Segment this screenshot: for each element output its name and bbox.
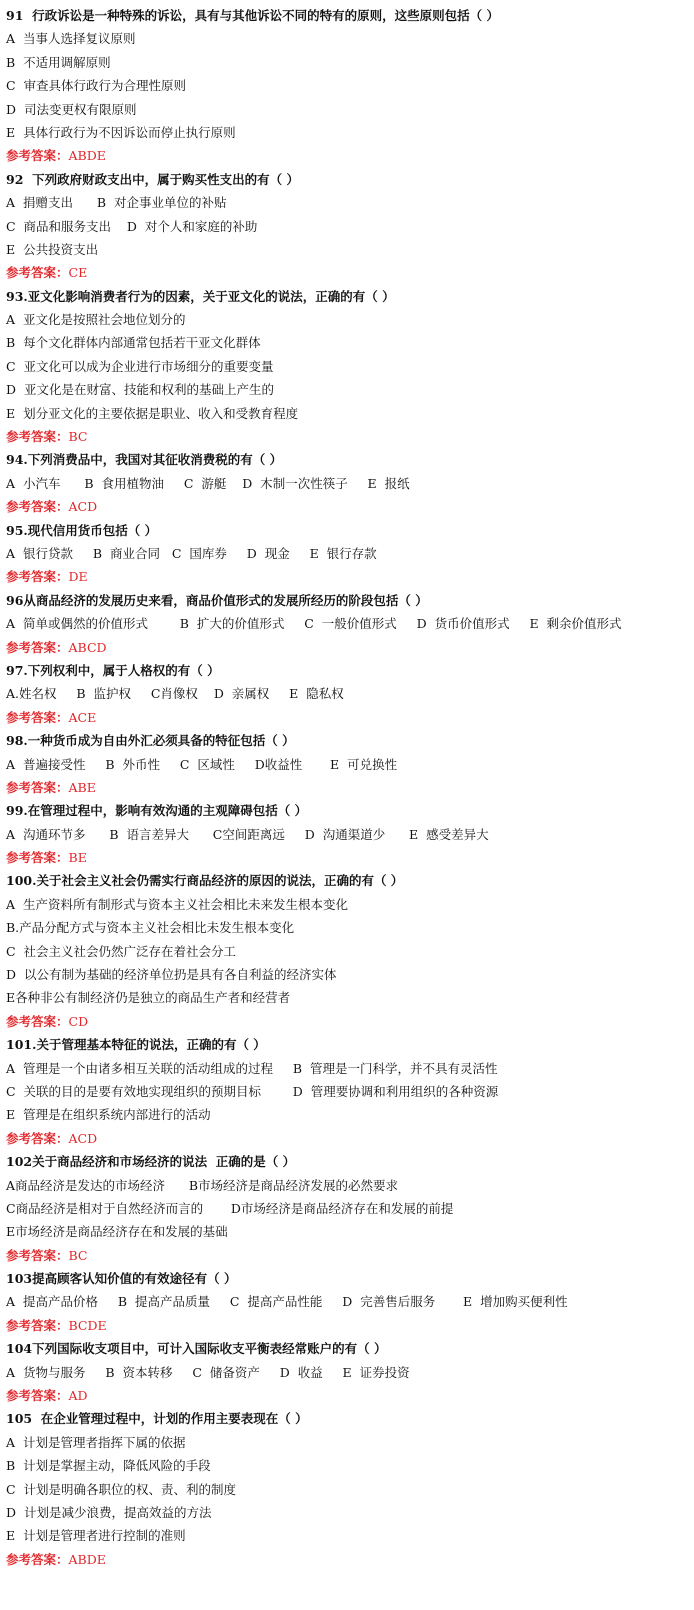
answer-label: 参考答案： bbox=[6, 709, 69, 725]
option-line: C 商品和服务支出 D 对个人和家庭的补助 bbox=[6, 218, 258, 234]
question-block bbox=[6, 869, 690, 1033]
answer-line bbox=[6, 425, 690, 448]
option-line: D 计划是减少浪费，提高效益的方法 bbox=[6, 1505, 212, 1520]
answer-value: CD bbox=[68, 1013, 89, 1029]
question-stem: 95.现代信用货币包括（ ） bbox=[6, 522, 158, 538]
answer-line bbox=[6, 1548, 690, 1571]
question-stem: 96从商品经济的发展历史来看，商品价值形式的发展所经历的阶段包括（ ） bbox=[6, 592, 428, 608]
option-line: A.姓名权 B 监护权 C肖像权 D 亲属权 E 隐私权 bbox=[6, 686, 344, 702]
answer-label: 参考答案： bbox=[6, 1317, 69, 1333]
question-stem: 99.在管理过程中，影响有效沟通的主观障碍包括（ ） bbox=[6, 803, 308, 819]
question-block bbox=[6, 729, 690, 799]
answer-value: ACD bbox=[68, 1130, 98, 1146]
answer-value: BC bbox=[68, 429, 88, 445]
answer-label: 参考答案： bbox=[6, 569, 69, 585]
option-line: E 公共投资支出 bbox=[6, 241, 99, 257]
option-line: E 管理是在组织系统内部进行的活动 bbox=[6, 1107, 211, 1123]
question-stem: 97.下列权利中，属于人格权的有（ ） bbox=[6, 662, 220, 678]
question-stem: 102关于商品经济和市场经济的说法 正确的是（ ） bbox=[6, 1154, 296, 1170]
option-line: A 普遍接受性 B 外币性 C 区域性 D收益性 E 可兑换性 bbox=[6, 756, 398, 772]
question-stem: 93.亚文化影响消费者行为的因素，关于亚文化的说法，正确的有（ ） bbox=[6, 288, 395, 304]
answer-value: ABDE bbox=[68, 1551, 106, 1567]
option-line: C 亚文化可以成为企业进行市场细分的重要变量 bbox=[6, 358, 274, 374]
question-stem: 92 下列政府财政支出中，属于购买性支出的有（ ） bbox=[6, 171, 299, 187]
option-line: A 简单或偶然的价值形式 B 扩大的价值形式 C 一般价值形式 D 货币价值形式 E 剩余价值形式 bbox=[6, 616, 622, 632]
answer-label: 参考答案： bbox=[6, 148, 69, 164]
answer-value: BE bbox=[68, 850, 87, 866]
answer-value: ACD bbox=[68, 499, 98, 515]
option-line: E 计划是管理者进行控制的准则 bbox=[6, 1528, 186, 1544]
question-stem: 104下列国际收支项目中，可计入国际收支平衡表经常账户的有（ ） bbox=[6, 1341, 387, 1357]
option-line: B.产品分配方式与资本主义社会相比未发生根本变化 bbox=[6, 920, 295, 936]
question-stem: 105 在企业管理过程中，计划的作用主要表现在（ ） bbox=[6, 1411, 308, 1427]
option-line: A 小汽车 B 食用植物油 C 游艇 D 木制一次性筷子 E 报纸 bbox=[6, 475, 410, 491]
answer-label: 参考答案： bbox=[6, 779, 69, 795]
question-block bbox=[6, 1033, 690, 1150]
question-block bbox=[6, 519, 690, 589]
option-line: B 每个文化群体内部通常包括若干亚文化群体 bbox=[6, 335, 261, 351]
answer-line bbox=[6, 144, 690, 167]
answer-label: 参考答案： bbox=[6, 1388, 69, 1404]
answer-line bbox=[6, 495, 690, 518]
answer-line bbox=[6, 1010, 690, 1033]
answer-label: 参考答案： bbox=[6, 265, 69, 281]
option-line: D 司法变更权有限原则 bbox=[6, 101, 137, 117]
option-line: A 管理是一个由诸多相互关联的活动组成的过程 B 管理是一门科学，并不具有灵活性 bbox=[6, 1060, 498, 1076]
question-block bbox=[6, 1150, 690, 1267]
question-block bbox=[6, 285, 690, 449]
question-block bbox=[6, 448, 690, 518]
question-stem: 98.一种货币成为自由外汇必须具备的特征包括（ ） bbox=[6, 733, 295, 749]
question-stem: 91 行政诉讼是一种特殊的诉讼，具有与其他诉讼不同的特有的原则，这些原则包括（ ） bbox=[6, 8, 499, 23]
answer-label: 参考答案： bbox=[6, 1130, 69, 1146]
option-line: C商品经济是相对于自然经济而言的 D市场经济是商品经济存在和发展的前提 bbox=[6, 1200, 454, 1216]
option-line: A 计划是管理者指挥下属的依据 bbox=[6, 1434, 186, 1450]
answer-line bbox=[6, 565, 690, 588]
option-line: A 亚文化是按照社会地位划分的 bbox=[6, 312, 186, 328]
answer-label: 参考答案： bbox=[6, 850, 69, 866]
option-line: C 关联的目的是要有效地实现组织的预期目标 D 管理要协调和利用组织的各种资源 bbox=[6, 1083, 499, 1099]
question-stem: 103提高顾客认知价值的有效途径有（ ） bbox=[6, 1271, 237, 1287]
answer-label: 参考答案： bbox=[6, 1013, 69, 1029]
answer-label: 参考答案： bbox=[6, 639, 69, 655]
option-line: A 沟通环节多 B 语言差异大 C空间距离远 D 沟通渠道少 E 感受差异大 bbox=[6, 826, 489, 842]
option-line: A 生产资料所有制形式与资本主义社会相比未来发生根本变化 bbox=[6, 896, 348, 912]
answer-value: AD bbox=[68, 1388, 88, 1404]
answer-label: 参考答案： bbox=[6, 1551, 69, 1567]
question-stem: 100.关于社会主义社会仍需实行商品经济的原因的说法，正确的有（ ） bbox=[6, 873, 404, 889]
option-line: C 社会主义社会仍然广泛存在着社会分工 bbox=[6, 943, 237, 959]
answer-value: BC bbox=[68, 1247, 88, 1263]
question-block bbox=[6, 799, 690, 869]
answer-line bbox=[6, 261, 690, 284]
answer-line bbox=[6, 1314, 690, 1337]
answer-label: 参考答案： bbox=[6, 1247, 69, 1263]
question-stem: 94.下列消费品中，我国对其征收消费税的有（ ） bbox=[6, 452, 283, 468]
question-block bbox=[6, 168, 690, 285]
answer-value: CE bbox=[68, 265, 88, 281]
answer-value: ABDE bbox=[68, 148, 106, 164]
option-line: B 计划是掌握主动，降低风险的手段 bbox=[6, 1458, 211, 1474]
question-block bbox=[6, 1407, 690, 1571]
option-line: A 货物与服务 B 资本转移 C 储备资产 D 收益 E 证券投资 bbox=[6, 1364, 410, 1380]
option-line: D 以公有制为基础的经济单位扔是具有各自利益的经济实体 bbox=[6, 967, 337, 983]
option-line: D 亚文化是在财富、技能和权利的基础上产生的 bbox=[6, 382, 274, 398]
answer-value: BCDE bbox=[68, 1317, 107, 1333]
question-block bbox=[6, 4, 690, 168]
answer-value: ABCD bbox=[68, 639, 107, 655]
option-line: E各种非公有制经济仍是独立的商品生产者和经营者 bbox=[6, 990, 291, 1006]
option-line: E 划分亚文化的主要依据是职业、收入和受教育程度 bbox=[6, 405, 299, 421]
answer-line bbox=[6, 776, 690, 799]
option-line: E市场经济是商品经济存在和发展的基础 bbox=[6, 1224, 228, 1240]
option-line: E 具体行政行为不因诉讼而停止执行原则 bbox=[6, 124, 236, 140]
question-block bbox=[6, 1337, 690, 1407]
answer-value: ACE bbox=[68, 709, 97, 725]
answer-line bbox=[6, 636, 690, 659]
option-line: A 银行贷款 B 商业合同 C 国库券 D 现金 E 银行存款 bbox=[6, 545, 377, 561]
option-line: A 捐赠支出 B 对企事业单位的补贴 bbox=[6, 195, 227, 211]
answer-label: 参考答案： bbox=[6, 429, 69, 445]
option-line: C 计划是明确各职位的权、责、利的制度 bbox=[6, 1481, 237, 1497]
option-line: B 不适用调解原则 bbox=[6, 54, 111, 70]
answer-label: 参考答案： bbox=[6, 499, 69, 515]
question-block bbox=[6, 1267, 690, 1337]
option-line: A 当事人选择复议原则 bbox=[6, 31, 136, 47]
option-line: A商品经济是发达的市场经济 B市场经济是商品经济发展的必然要求 bbox=[6, 1177, 399, 1193]
answer-line bbox=[6, 846, 690, 869]
question-stem: 101.关于管理基本特征的说法，正确的有（ ） bbox=[6, 1037, 266, 1053]
question-block bbox=[6, 589, 690, 659]
answer-value: DE bbox=[68, 569, 88, 585]
question-document bbox=[6, 4, 690, 1571]
answer-line bbox=[6, 1244, 690, 1267]
answer-line bbox=[6, 1384, 690, 1407]
answer-line bbox=[6, 706, 690, 729]
answer-line bbox=[6, 1127, 690, 1150]
option-line: A 提高产品价格 B 提高产品质量 C 提高产品性能 D 完善售后服务 E 增加购买便利性 bbox=[6, 1294, 568, 1310]
question-block bbox=[6, 659, 690, 729]
option-line: C 审查具体行政行为合理性原则 bbox=[6, 78, 187, 94]
answer-value: ABE bbox=[68, 779, 96, 795]
